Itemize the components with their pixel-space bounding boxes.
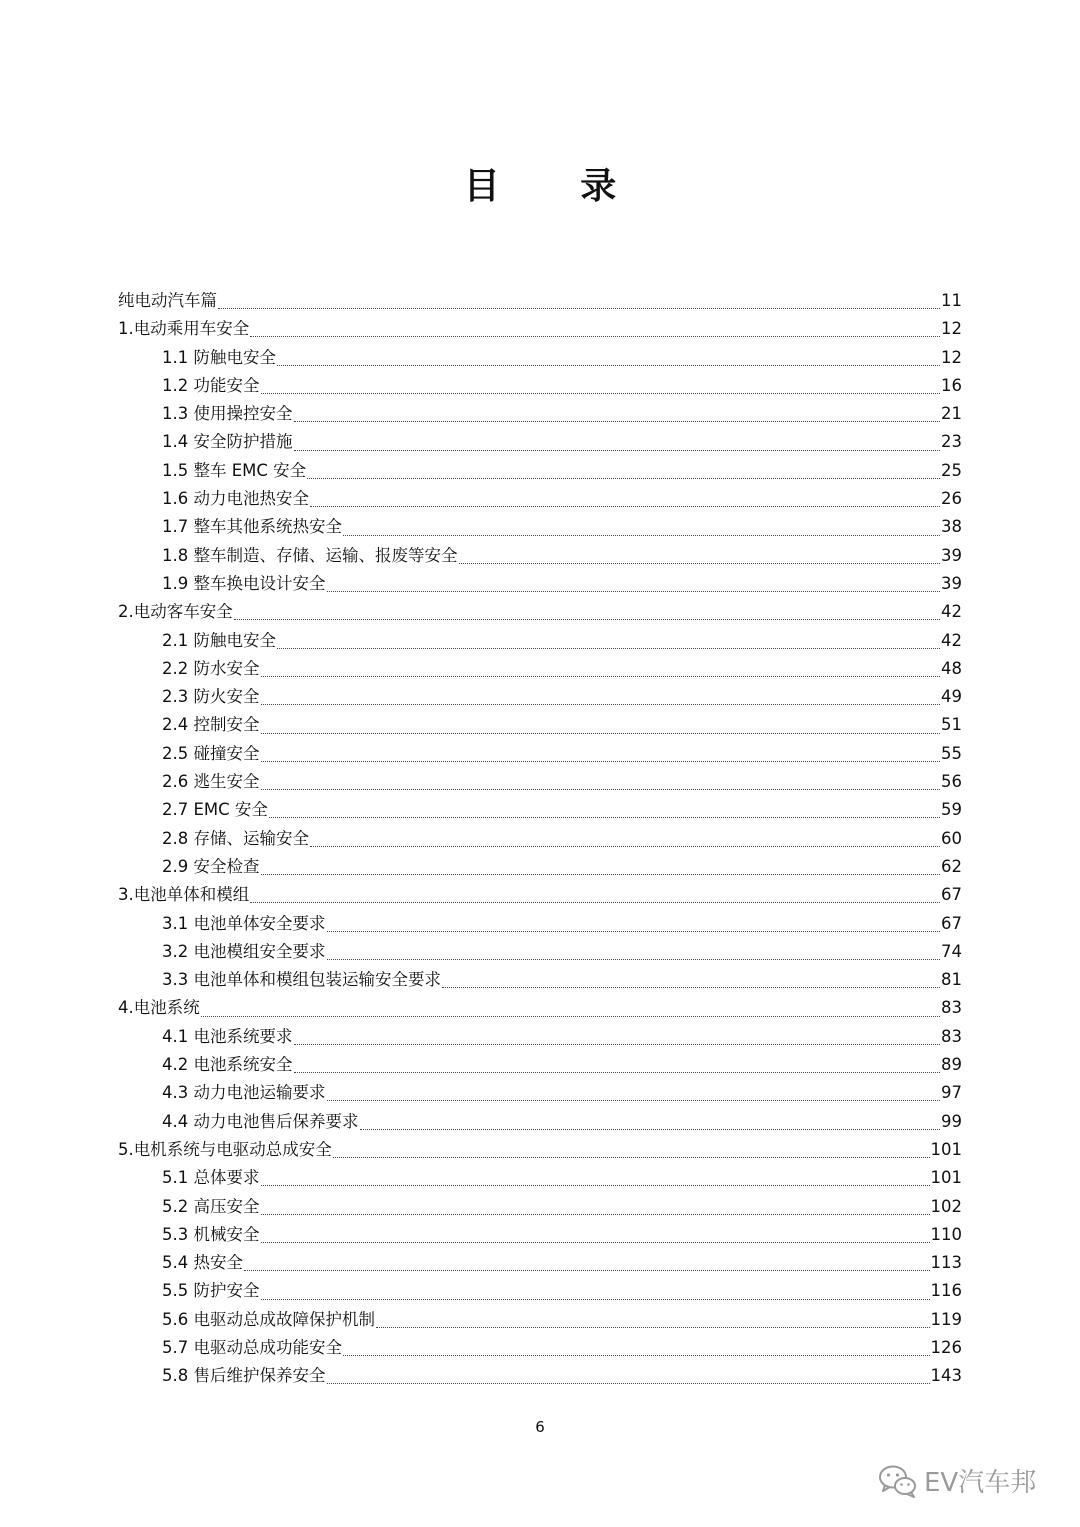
wechat-icon (878, 1463, 918, 1499)
toc-entry[interactable] (118, 1079, 962, 1107)
toc-entry[interactable] (118, 683, 962, 711)
toc-entry-page: 42 (941, 602, 962, 622)
toc-entry-label: 1.7 整车其他系统热安全 (162, 517, 342, 537)
toc-entry-page: 60 (941, 828, 962, 848)
toc-dot-leader (261, 1241, 930, 1243)
toc-entry-page: 51 (941, 715, 962, 735)
toc-dot-leader (294, 1071, 941, 1073)
toc-dot-leader (327, 958, 941, 960)
toc-entry[interactable] (118, 457, 962, 485)
toc-entry[interactable] (118, 825, 962, 853)
toc-entry-page: 143 (930, 1366, 962, 1386)
page-title: 目 录 (463, 166, 651, 207)
toc-entry[interactable] (118, 1277, 962, 1305)
toc-dot-leader (327, 1382, 930, 1384)
toc-entry[interactable] (118, 655, 962, 683)
toc-entry[interactable] (118, 1362, 962, 1390)
toc-dot-leader (307, 477, 940, 479)
toc-entry-label: 5.7 电驱动总成功能安全 (162, 1337, 342, 1357)
toc-entry-page: 16 (941, 375, 962, 395)
table-of-contents (118, 287, 962, 1391)
toc-entry[interactable] (118, 344, 962, 372)
toc-entry-page: 97 (941, 1083, 962, 1103)
toc-entry[interactable] (118, 287, 962, 315)
toc-entry-label: 5.1 总体要求 (162, 1168, 260, 1188)
toc-entry-label: 2.5 碰撞安全 (162, 743, 260, 763)
toc-entry-label: 4.电池系统 (118, 998, 200, 1018)
toc-entry-label: 4.2 电池系统安全 (162, 1055, 293, 1075)
toc-dot-leader (277, 364, 940, 366)
toc-entry-page: 23 (941, 432, 962, 452)
toc-entry-label: 5.4 热安全 (162, 1253, 243, 1273)
toc-entry-page: 59 (941, 800, 962, 820)
toc-entry-page: 48 (941, 658, 962, 678)
toc-entry-page: 101 (930, 1139, 962, 1159)
toc-entry[interactable] (118, 1306, 962, 1334)
toc-dot-leader (261, 760, 941, 762)
toc-entry[interactable] (118, 768, 962, 796)
toc-entry-label: 2.3 防火安全 (162, 687, 260, 707)
toc-dot-leader (261, 1184, 930, 1186)
toc-entry-page: 42 (941, 630, 962, 650)
toc-entry[interactable] (118, 711, 962, 739)
toc-entry[interactable] (118, 1164, 962, 1192)
toc-entry-page: 12 (941, 319, 962, 339)
toc-entry[interactable] (118, 627, 962, 655)
toc-dot-leader (261, 788, 941, 790)
toc-entry-page: 126 (930, 1337, 962, 1357)
toc-entry[interactable] (118, 372, 962, 400)
toc-dot-leader (327, 930, 941, 932)
toc-entry-page: 67 (941, 913, 962, 933)
toc-dot-leader (234, 618, 940, 620)
watermark-text: EV汽车邦 (924, 1468, 1037, 1498)
toc-entry-label: 1.1 防触电安全 (162, 347, 276, 367)
toc-entry-page: 39 (941, 545, 962, 565)
toc-entry-page: 113 (930, 1253, 962, 1273)
toc-dot-leader (333, 1156, 930, 1158)
toc-entry-label: 5.8 售后维护保养安全 (162, 1366, 326, 1386)
toc-entry[interactable] (118, 881, 962, 909)
toc-dot-leader (343, 534, 940, 536)
toc-entry[interactable] (118, 400, 962, 428)
toc-entry-label: 5.5 防护安全 (162, 1281, 260, 1301)
toc-entry-page: 110 (930, 1224, 962, 1244)
toc-entry[interactable] (118, 315, 962, 343)
toc-entry[interactable] (118, 513, 962, 541)
toc-entry-page: 119 (930, 1309, 962, 1329)
toc-entry-page: 101 (930, 1168, 962, 1188)
toc-entry[interactable] (118, 1193, 962, 1221)
toc-entry-label: 4.1 电池系统要求 (162, 1026, 293, 1046)
toc-entry-page: 56 (941, 772, 962, 792)
toc-entry[interactable] (118, 994, 962, 1022)
toc-dot-leader (376, 1326, 930, 1328)
toc-entry-label: 1.2 功能安全 (162, 375, 260, 395)
page-number: 6 (535, 1418, 545, 1436)
toc-entry[interactable] (118, 966, 962, 994)
toc-dot-leader (218, 307, 940, 309)
toc-entry-label: 3.3 电池单体和模组包装运输安全要求 (162, 970, 441, 990)
toc-entry-label: 1.8 整车制造、存储、运输、报废等安全 (162, 545, 458, 565)
toc-entry[interactable] (118, 1334, 962, 1362)
toc-entry-label: 1.5 整车 EMC 安全 (162, 460, 307, 480)
toc-entry-label: 3.2 电池模组安全要求 (162, 941, 326, 961)
watermark (878, 1462, 1036, 1499)
toc-entry-label: 3.电池单体和模组 (118, 885, 250, 905)
toc-entry-label: 1.6 动力电池热安全 (162, 489, 309, 509)
toc-dot-leader (294, 420, 941, 422)
toc-dot-leader (250, 901, 940, 903)
toc-entry[interactable] (118, 796, 962, 824)
toc-entry-page: 26 (941, 489, 962, 509)
toc-entry-label: 2.8 存储、运输安全 (162, 828, 309, 848)
toc-dot-leader (277, 647, 940, 649)
toc-entry-page: 67 (941, 885, 962, 905)
toc-entry-label: 2.4 控制安全 (162, 715, 260, 735)
toc-dot-leader (343, 1354, 930, 1356)
toc-entry-page: 21 (941, 404, 962, 424)
toc-entry-page: 102 (930, 1196, 962, 1216)
toc-entry-label: 5.6 电驱动总成故障保护机制 (162, 1309, 375, 1329)
toc-dot-leader (327, 590, 941, 592)
toc-entry[interactable] (118, 1221, 962, 1249)
toc-entry-label: 2.9 安全检查 (162, 856, 260, 876)
toc-entry-page: 39 (941, 573, 962, 593)
toc-dot-leader (261, 1213, 930, 1215)
toc-entry-page: 12 (941, 347, 962, 367)
toc-dot-leader (310, 845, 940, 847)
toc-entry[interactable] (118, 740, 962, 768)
toc-entry-label: 1.电动乘用车安全 (118, 319, 250, 339)
toc-dot-leader (261, 873, 941, 875)
toc-entry-page: 55 (941, 743, 962, 763)
toc-entry-label: 纯电动汽车篇 (118, 291, 217, 310)
toc-entry-page: 62 (941, 856, 962, 876)
toc-entry[interactable] (118, 938, 962, 966)
toc-entry-page: 99 (941, 1111, 962, 1131)
toc-entry-page: 83 (941, 998, 962, 1018)
toc-entry-label: 1.3 使用操控安全 (162, 404, 293, 424)
toc-entry[interactable] (118, 1108, 962, 1136)
toc-entry-label: 1.9 整车换电设计安全 (162, 573, 326, 593)
toc-entry-label: 5.3 机械安全 (162, 1224, 260, 1244)
toc-entry-page: 89 (941, 1055, 962, 1075)
toc-dot-leader (261, 732, 941, 734)
toc-dot-leader (261, 675, 941, 677)
toc-entry-page: 49 (941, 687, 962, 707)
toc-entry-page: 116 (930, 1281, 962, 1301)
toc-entry-page: 38 (941, 517, 962, 537)
toc-entry-label: 4.3 动力电池运输要求 (162, 1083, 326, 1103)
toc-entry-label: 2.7 EMC 安全 (162, 800, 268, 820)
toc-entry-label: 5.电机系统与电驱动总成安全 (118, 1139, 332, 1159)
toc-entry-label: 5.2 高压安全 (162, 1196, 260, 1216)
toc-entry-label: 2.6 逃生安全 (162, 772, 260, 792)
toc-entry[interactable] (118, 570, 962, 598)
toc-entry[interactable] (118, 542, 962, 570)
toc-entry-page: 25 (941, 460, 962, 480)
toc-dot-leader (261, 392, 941, 394)
toc-entry[interactable] (118, 428, 962, 456)
toc-entry[interactable] (118, 1023, 962, 1051)
toc-entry-page: 83 (941, 1026, 962, 1046)
toc-entry-page: 81 (941, 970, 962, 990)
toc-dot-leader (442, 986, 940, 988)
toc-dot-leader (327, 1099, 941, 1101)
toc-entry-page: 11 (941, 291, 962, 310)
toc-entry-label: 2.1 防触电安全 (162, 630, 276, 650)
toc-dot-leader (294, 449, 941, 451)
toc-entry-label: 1.4 安全防护措施 (162, 432, 293, 452)
toc-entry-label: 3.1 电池单体安全要求 (162, 913, 326, 933)
toc-entry-label: 2.2 防水安全 (162, 658, 260, 678)
toc-dot-leader (201, 1015, 940, 1017)
toc-entry[interactable] (118, 910, 962, 938)
toc-dot-leader (360, 1128, 941, 1130)
toc-entry[interactable] (118, 1249, 962, 1277)
toc-dot-leader (261, 1298, 930, 1300)
toc-entry[interactable] (118, 1051, 962, 1079)
toc-dot-leader (310, 505, 940, 507)
toc-dot-leader (244, 1269, 930, 1271)
toc-dot-leader (459, 562, 941, 564)
toc-dot-leader (261, 703, 941, 705)
toc-dot-leader (269, 816, 940, 818)
toc-dot-leader (294, 1043, 941, 1045)
toc-entry-label: 4.4 动力电池售后保养要求 (162, 1111, 359, 1131)
toc-entry-page: 74 (941, 941, 962, 961)
toc-entry[interactable] (118, 1136, 962, 1164)
toc-entry-label: 2.电动客车安全 (118, 602, 233, 622)
toc-entry[interactable] (118, 598, 962, 626)
toc-entry[interactable] (118, 853, 962, 881)
toc-entry[interactable] (118, 485, 962, 513)
toc-dot-leader (250, 335, 940, 337)
